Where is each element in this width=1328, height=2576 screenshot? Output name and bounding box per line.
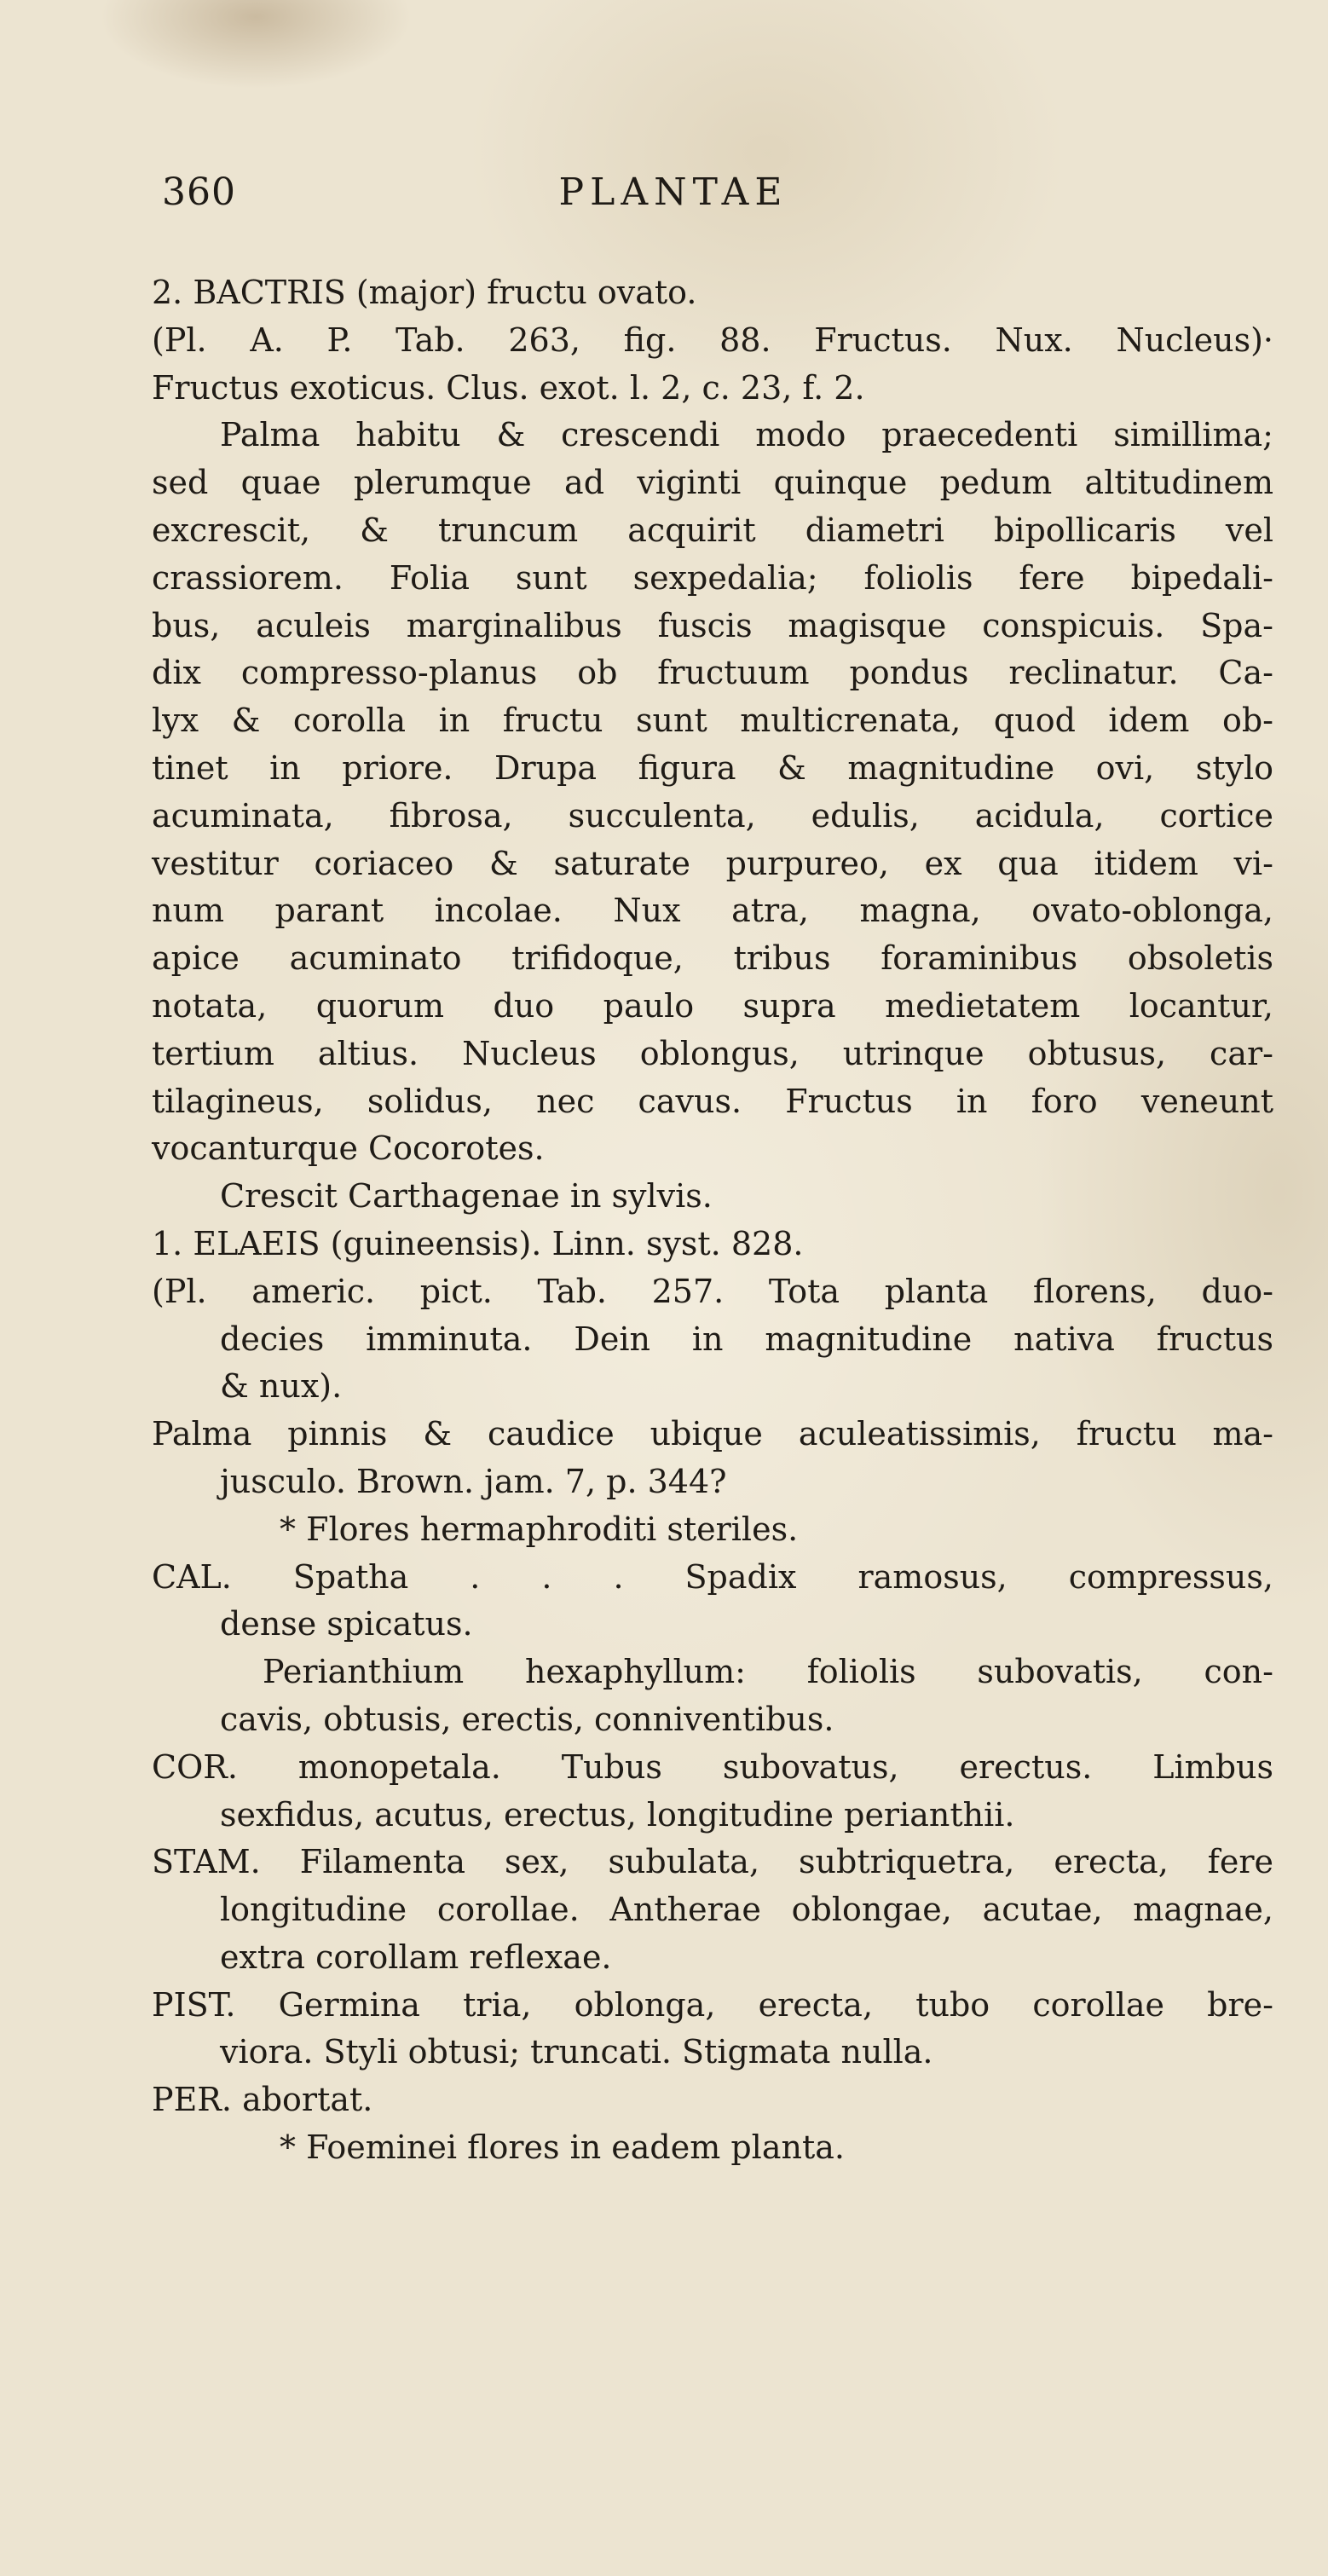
text-line: (Pl. A. P. Tab. 263, fig. 88. Fructus. Nux. Nucleus)· [152,321,1273,359]
text-line: lyx & corolla in fructu sunt multicrenata, quod idem ob- [152,702,1273,740]
species-heading-bactris: 2. BACTRIS (major) fructu ovato. [152,274,697,311]
body-text [152,269,1273,2172]
text-line: & nux). [220,1367,343,1406]
text-line: Fructus exoticus. Clus. exot. l. 2, c. 23, f. 2. [152,368,865,407]
running-head: PLANTAE [558,170,788,214]
text-line: vestitur coriaceo & saturate purpureo, ex qua itidem vi- [152,844,1273,882]
species-heading-elaeis: 1. ELAEIS (guineensis). Linn. syst. 828. [152,1224,804,1262]
text-line: extra corollam reflexae. [220,1938,612,1976]
text-line: longitudine corollae. Antherae oblongae, acutae, magnae, [220,1891,1273,1929]
text-line: PIST. Germina tria, oblonga, erecta, tubo corollae bre- [152,1985,1273,2024]
text-line: CAL. Spatha . . . Spadix ramosus, compressus, [152,1557,1273,1596]
page-number: 360 [162,170,236,214]
text-line: dix compresso-planus ob fructuum pondus reclinatur. Ca- [152,654,1273,692]
text-line: sed quae plerumque ad viginti quinque pedum altitudinem [152,464,1273,502]
text-line: apice acuminato trifidoque, tribus foraminibus obsoletis [152,939,1273,978]
text-line: crassiorem. Folia sunt sexpedalia; foliolis fere bipedali- [152,558,1273,597]
text-line: Perianthium hexaphyllum: foliolis subovatis, con- [263,1653,1273,1691]
text-line: COR. monopetala. Tubus subovatus, erectus. Limbus [152,1747,1273,1786]
section-heading-hermaphrodite: * Flores hermaphroditi steriles. [280,1510,799,1548]
text-line: num parant incolae. Nux atra, magna, ovato-oblonga, [152,892,1273,930]
text-line: acuminata, fibrosa, succulenta, edulis, acidula, cortice [152,796,1273,835]
text-line: PER. abortat. [152,2081,373,2119]
text-line: tilagineus, solidus, nec cavus. Fructus in foro veneunt [152,1082,1273,1120]
habitat-line: Crescit Carthagenae in sylvis. [220,1177,713,1216]
text-line: tertium altius. Nucleus oblongus, utrinque obtusus, car- [152,1034,1273,1072]
text-line: bus, aculeis marginalibus fuscis magisque conspicuis. Spa- [152,606,1273,644]
text-line: (Pl. americ. pict. Tab. 257. Tota planta florens, duo- [152,1272,1273,1310]
text-line: Palma pinnis & caudice ubique aculeatissimis, fructu ma- [152,1415,1273,1453]
text-line: vocanturque Cocorotes. [152,1129,545,1168]
text-line: sexfidus, acutus, erectus, longitudine perianthii. [220,1795,1015,1834]
text-line: decies imminuta. Dein in magnitudine nativa fructus [220,1320,1273,1358]
text-line: notata, quorum duo paulo supra medietatem locantur, [152,986,1273,1025]
text-line: tinet in priore. Drupa figura & magnitudine ovi, stylo [152,748,1273,787]
text-line: jusculo. Brown. jam. 7, p. 344? [220,1462,727,1500]
page-header [162,167,1185,218]
text-line: dense spicatus. [220,1605,473,1643]
text-line: Palma habitu & crescendi modo praecedenti simillima; [220,416,1273,454]
text-line: cavis, obtusis, erectis, conniventibus. [220,1700,834,1738]
text-line: excrescit, & truncum acquirit diametri bipollicaris vel [152,511,1273,549]
text-line: viora. Styli obtusi; truncati. Stigmata nulla. [220,2033,933,2071]
text-line: STAM. Filamenta sex, subulata, subtriquetra, erecta, fere [152,1843,1273,1881]
section-heading-female: * Foeminei flores in eadem planta. [280,2128,845,2167]
